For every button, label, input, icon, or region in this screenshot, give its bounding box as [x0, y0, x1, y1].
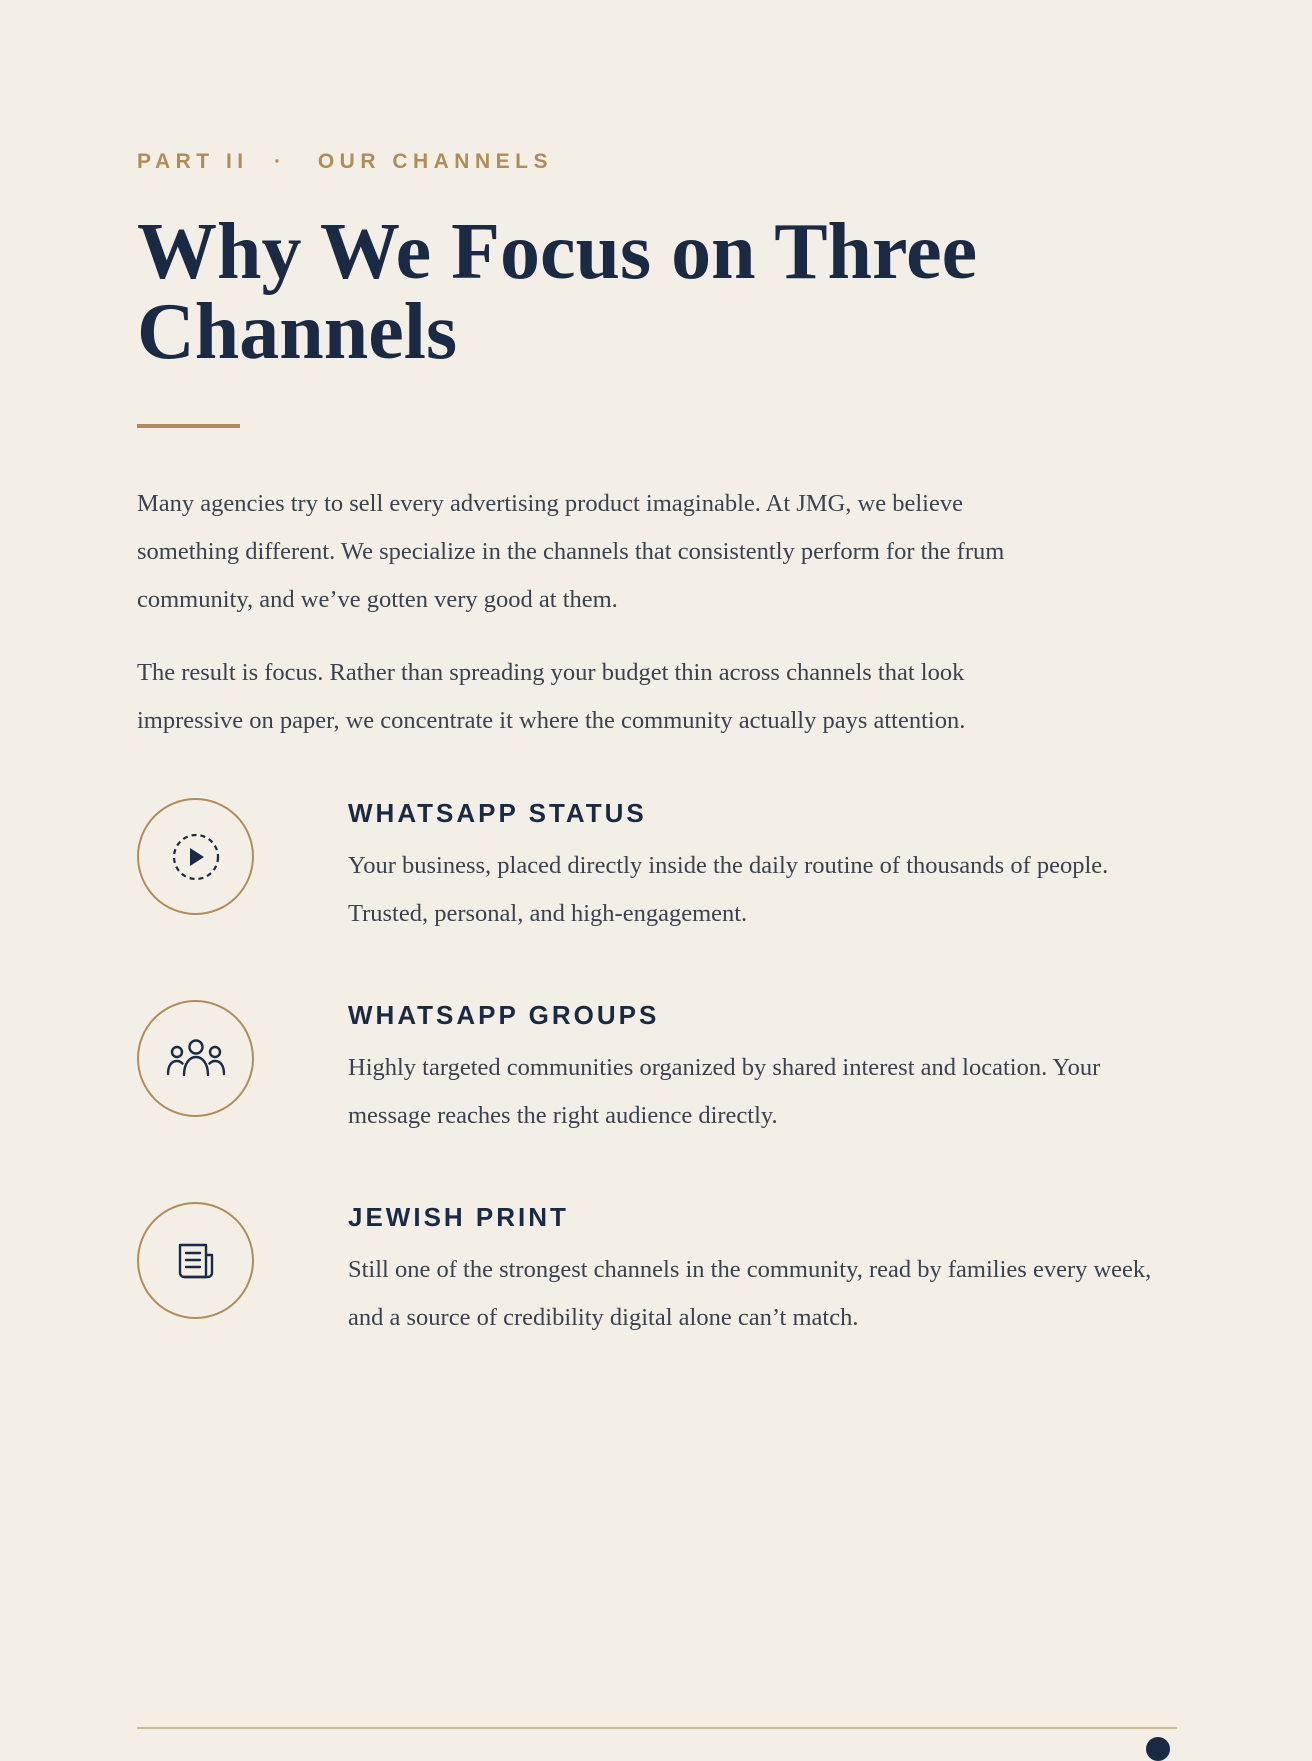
channel-whatsapp-groups: [137, 1000, 1177, 1129]
intro-text: [137, 480, 1057, 770]
intro-paragraph-2: The result is focus. Rather than spreading your budget thin across channels that look impressive on paper, we concentrate it where the community actually pays attention.: [137, 659, 966, 734]
channel-description: Your business, placed directly inside the daily routine of thousands of people. Trusted, personal, and high-engagement.: [348, 852, 1109, 927]
channel-whatsapp-status: [137, 798, 1177, 927]
channel-icon-circle: [137, 1202, 254, 1319]
channel-jewish-print: [137, 1202, 1177, 1331]
channel-description: Highly targeted communities organized by shared interest and location. Your message reaches the right audience directly.: [348, 1054, 1101, 1129]
channel-title: JEWISH PRINT: [348, 1202, 569, 1232]
part-label: PART II: [137, 150, 249, 173]
channel-icon-circle: [137, 1000, 254, 1117]
intro-paragraph-1: Many agencies try to sell every advertising product imaginable. At JMG, we believe something different. We specialize in the channels that consistently perform for the frum community, and we’ve gotten very good at them.: [137, 490, 1005, 613]
channel-icon-circle: [137, 798, 254, 915]
section-label: OUR CHANNELS: [317, 150, 553, 173]
channel-description: Still one of the strongest channels in the community, read by families every week, and a source of credibility digital alone can’t match.: [348, 1256, 1152, 1331]
page-title: Why We Focus on Three Channels: [137, 208, 978, 376]
play-icon: [171, 832, 221, 882]
footer-logo-mark: [1146, 1737, 1170, 1761]
title-underline: [137, 424, 240, 428]
channel-title: WHATSAPP GROUPS: [348, 1000, 660, 1030]
eyebrow-separator: ·: [273, 150, 287, 173]
footer-divider: [137, 1727, 1177, 1729]
channel-title: WHATSAPP STATUS: [348, 798, 647, 828]
section-eyebrow: [137, 150, 553, 174]
people-group-icon: [165, 1037, 227, 1081]
newspaper-icon: [174, 1239, 218, 1283]
